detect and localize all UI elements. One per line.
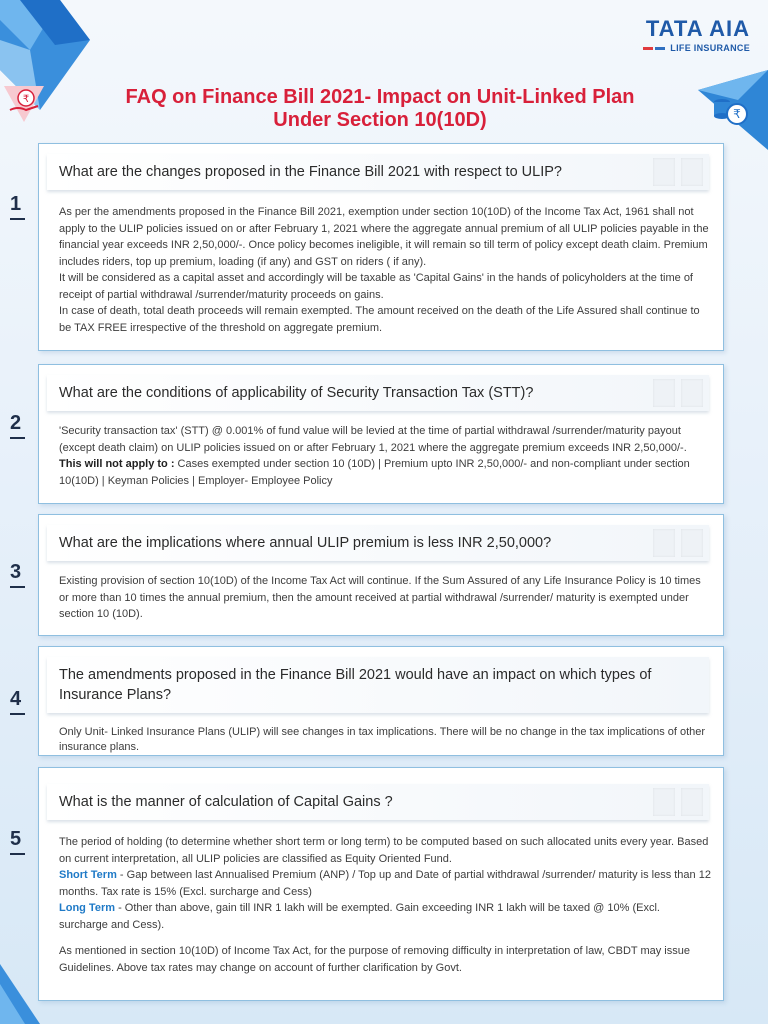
faq-card-3 (38, 514, 724, 636)
faq-answer-5-note: As mentioned in section 10(10D) of Income Tax Act, for the purpose of removing difficulty in interpretation of law, CBDT may issue Guidelines. Above tax rates may change on account of further clarification by Govt. (59, 945, 690, 974)
faq-question-3 (47, 525, 709, 561)
faq-question-text-4: The amendments proposed in the Finance Bill 2021 would have an impact on which types of Insurance Plans? (59, 667, 652, 703)
long-term-label: Long Term (59, 902, 116, 914)
page-title (70, 86, 690, 132)
brand-stripes-icon (643, 47, 665, 50)
faq-question-text-1: What are the changes proposed in the Finance Bill 2021 with respect to ULIP? (59, 164, 562, 180)
faq-answer-5 (39, 820, 723, 986)
faq-number-4: 4 (10, 688, 22, 710)
faq-answer-5-intro: The period of holding (to determine whether short term or long term) to be computed based on such allocated units every year. Based on current interpretation, all ULIP policies are classified as Equity Oriented Fund. (59, 836, 709, 865)
faq-question-text-5: What is the manner of calculation of Capital Gains ? (59, 794, 393, 810)
svg-text:₹: ₹ (733, 107, 741, 121)
faq-number-5: 5 (10, 828, 22, 850)
faq-question-text-2: What are the conditions of applicability of Security Transaction Tax (STT)? (59, 385, 534, 401)
faq-answer-1-paragraph: In case of death, total death proceeds will remain exempted. The amount received on the death of the Life Assured shall continue to be TAX FREE irrespective of the threshold on aggregate premium. (59, 305, 700, 334)
page-title-line-2: Under Section 10(10D) (273, 109, 487, 131)
faq-answer-3 (39, 561, 723, 633)
corner-decoration-bottom-left (0, 964, 40, 1024)
faq-card-4 (38, 646, 724, 756)
page-title-line-1: FAQ on Finance Bill 2021- Impact on Unit-Linked Plan (125, 86, 635, 108)
faq-answer-1-paragraph: As per the amendments proposed in the Finance Bill 2021, exemption under section 10(10D) of the Income Tax Act, 1961 shall not apply to the ULIP policies issued on or after February 1, 2021 where the aggregate annual premium of all ULIP policies payable in the financial year exceeds INR 2,50,000/-. Once policy becomes ineligible, it will remain so till term of policy except death claim. Premium includes riders, top up premium, loading (if any) and GST on riders ( if any). (59, 206, 709, 268)
faq-card-5 (38, 767, 724, 1001)
faq-card-1 (38, 143, 724, 351)
brand-subtitle: LIFE INSURANCE (670, 43, 750, 53)
faq-number-2: 2 (10, 412, 22, 434)
faq-question-2 (47, 375, 709, 411)
faq-question-4 (47, 657, 709, 713)
faq-answer-2 (39, 411, 723, 499)
coins-rupee-icon (710, 92, 750, 128)
faq-answer-2-text: 'Security transaction tax' (STT) @ 0.001% of fund value will be levied at the time of partial withdrawal /surrender/maturity payout (except death claim) on ULIP policies issued on or after February 1, 2021 where the aggregate premium exceeds INR 2,50,000/-. (59, 425, 687, 454)
faq-question-1 (47, 154, 709, 190)
faq-answer-2-text-after: Cases exempted under section 10 (10D) | Premium upto INR 2,50,000/- and non-compliant under section 10(10D) | Keyman Policies | Employer- Employee Policy (59, 458, 690, 487)
faq-number-1: 1 (10, 193, 22, 215)
faq-answer-1 (39, 190, 723, 346)
short-term-label: Short Term (59, 869, 117, 881)
brand-name: TATA AIA (645, 16, 750, 41)
brand-logo[interactable] (643, 16, 750, 53)
short-term-text: - Gap between last Annualised Premium (ANP) / Top up and Date of partial withdrawal /surrender/ maturity is less than 12 months. Tax rate is 15% (Excl. surcharge and Cess) (59, 869, 711, 898)
faq-card-2 (38, 364, 724, 504)
faq-answer-3-text: Existing provision of section 10(10D) of the Income Tax Act will continue. If the Sum Assured of any Life Insurance Policy is 10 times or more than 10 times the annual premium, then the amount received at partial withdrawal /surrender/ maturity is exempted under section 10 (10D). (59, 575, 701, 620)
faq-question-text-3: What are the implications where annual ULIP premium is less INR 2,50,000? (59, 535, 552, 551)
svg-text:₹: ₹ (22, 94, 30, 105)
faq-number-3: 3 (10, 561, 22, 583)
long-term-text: - Other than above, gain till INR 1 lakh will be exempted. Gain exceeding INR 1 lakh will be taxed @ 10% (Excl. surcharge and Cess). (59, 902, 660, 931)
faq-question-5 (47, 784, 709, 820)
faq-answer-4-text: Only Unit- Linked Insurance Plans (ULIP) will see changes in tax implications. There will be no change in the tax implications of other insurance plans. (59, 726, 706, 753)
faq-answer-4 (39, 713, 723, 765)
rupee-hand-icon (4, 84, 44, 124)
faq-answer-2-bold: This will not apply to : (59, 458, 175, 470)
faq-answer-1-paragraph: It will be considered as a capital asset and accordingly will be taxable as 'Capital Gains' in the hands of policyholders at the time of receipt of partial withdrawal /surrender/maturity proceeds on gains. (59, 272, 693, 301)
